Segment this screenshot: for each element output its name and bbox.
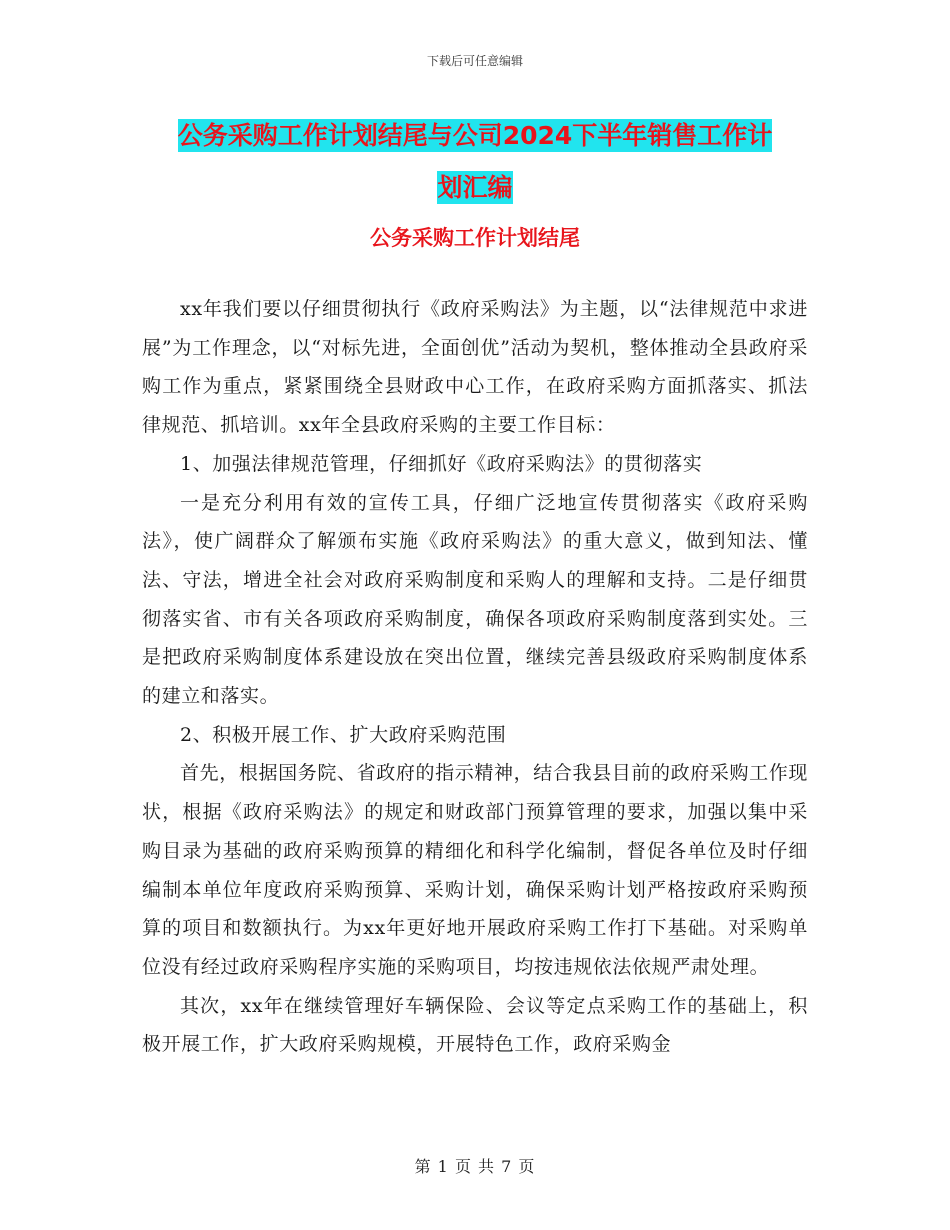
section-title: 公务采购工作计划结尾 xyxy=(370,226,580,250)
page-footer: 第 1 页 共 7 页 xyxy=(414,1157,536,1176)
page-header-note: 下载后可任意编辑 xyxy=(426,54,523,68)
body-text xyxy=(142,290,808,1064)
paragraph: 其次，xx年在继续管理好车辆保险、会议等定点采购工作的基础上，积极开展工作，扩大政府采购规模，开展特色工作，政府采购金 xyxy=(142,994,808,1056)
paragraph: 一是充分利用有效的宣传工具，仔细广泛地宣传贯彻落实《政府采购法》，使广阔群众了解颁布实施《政府采购法》的重大意义，做到知法、懂法、守法，增进全社会对政府采购制度和采购人的理解和支持。二是仔细贯彻落实省、市有关各项政府采购制度，确保各项政府采购制度落到实处。三是把政府采购制度体系建设放在突出位置，继续完善县级政府采购制度体系的建立和落实。 xyxy=(142,491,808,708)
paragraph: 1、加强法律规范管理，仔细抓好《政府采购法》的贯彻落实 xyxy=(180,452,703,475)
document-title xyxy=(120,110,830,214)
title-line-2: 划汇编 xyxy=(437,173,513,202)
paragraph: xx年我们要以仔细贯彻执行《政府采购法》为主题，以“法律规范中求进展”为工作理念，以“对标先进，全面创优”活动为契机，整体推动全县政府采购工作为重点，紧紧围绕全县财政中心工作，在政府采购方面抓落实、抓法律规范、抓培训。xx年全县政府采购的主要工作目标： xyxy=(142,298,808,437)
paragraph: 2、积极开展工作、扩大政府采购范围 xyxy=(180,723,507,746)
title-line-1: 公务采购工作计划结尾与公司2024下半年销售工作计 xyxy=(177,121,773,150)
paragraph: 首先，根据国务院、省政府的指示精神，结合我县目前的政府采购工作现状，根据《政府采购法》的规定和财政部门预算管理的要求，加强以集中采购目录为基础的政府采购预算的精细化和科学化编制，督促各单位及时仔细编制本单位年度政府采购预算、采购计划，确保采购计划严格按政府采购预算的项目和数额执行。为xx年更好地开展政府采购工作打下基础。对采购单位没有经过政府采购程序实施的采购项目，均按违规依法依规严肃处理。 xyxy=(142,762,808,978)
